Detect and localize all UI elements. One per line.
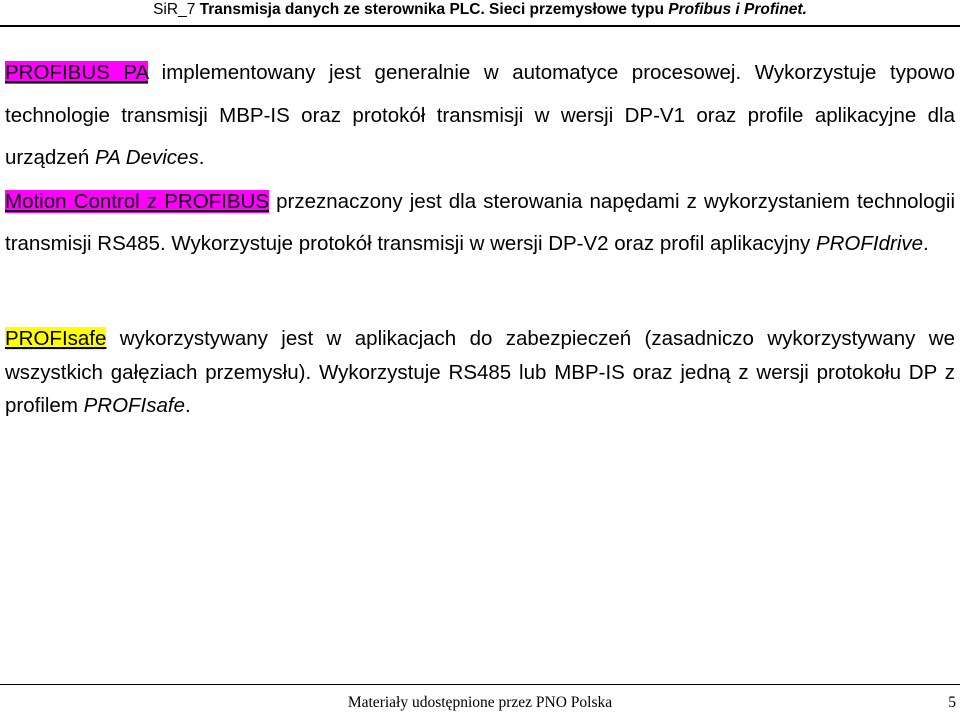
paragraph-text: implementowany jest generalnie w automatyce procesowej. Wykorzystuje typowo technologie transmisji MBP-IS oraz protokół transmisji w wersji DP-V1 oraz profile aplikacyjne dla urządzeń [5, 61, 955, 169]
page-number: 5 [948, 694, 956, 711]
paragraph-italic: PROFIdrive [815, 232, 924, 255]
header-title: Transmisja danych ze sterownika PLC. Sieci przemysłowe typu [199, 1, 669, 18]
page-header [0, 0, 960, 19]
footer-divider [0, 684, 960, 685]
paragraph-italic: PA Devices [95, 146, 199, 169]
paragraph-text-end: . [185, 394, 191, 417]
paragraph-text-end: . [198, 146, 205, 169]
paragraph-text: przeznaczony jest dla sterowania napędami z wykorzystaniem technologii transmisji RS485. Wykorzystuje protokół transmisji w wersji DP-V2 oraz profil aplikacyjny [5, 190, 955, 255]
term-profibus-pa: PROFIBUS PA [5, 61, 149, 84]
paragraph-profibus-pa [5, 52, 955, 180]
header-divider [0, 25, 960, 27]
paragraph-text: wykorzystywany jest w aplikacjach do zabezpieczeń (zasadniczo wykorzystywany we wszystkich gałęziach przemysłu). Wykorzystuje RS485 lub MBP-IS oraz jedną z wersji protokołu DP z profilem [5, 327, 955, 417]
header-prefix: SiR_7 [153, 1, 200, 18]
header-title-italic: Profibus i Profinet. [668, 1, 807, 18]
term-profisafe: PROFIsafe [5, 327, 107, 350]
paragraph-text-end: . [923, 232, 929, 255]
term-motion-control: Motion Control z PROFIBUS [5, 190, 270, 213]
paragraph-motion-control [5, 181, 955, 265]
paragraph-profisafe [5, 322, 955, 423]
paragraph-italic: PROFIsafe [83, 394, 185, 417]
footer-text: Materiały udostępnione przez PNO Polska [347, 694, 613, 711]
